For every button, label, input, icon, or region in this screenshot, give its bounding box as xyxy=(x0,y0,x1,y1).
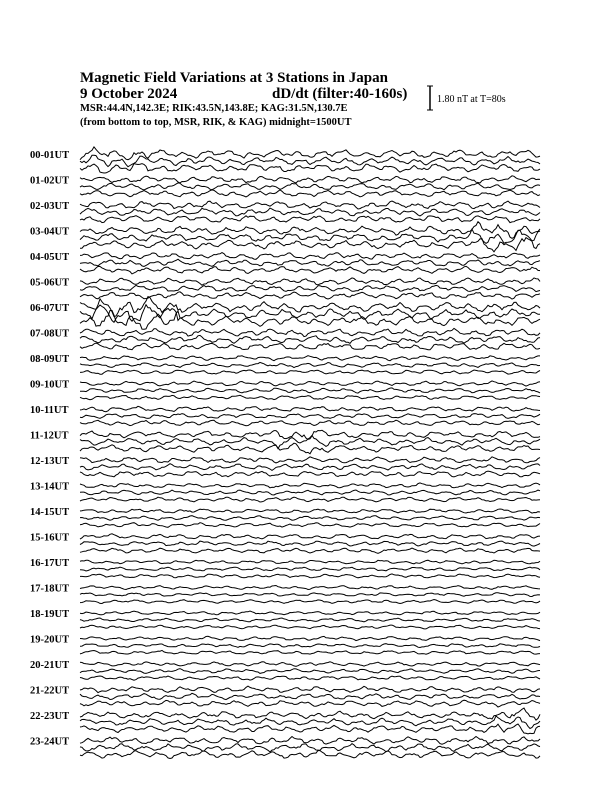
trace-rik xyxy=(80,435,540,448)
hour-label: 21-22UT xyxy=(30,685,70,697)
trace-msr xyxy=(80,523,540,528)
trace-msr xyxy=(80,395,540,399)
trace-kag xyxy=(80,381,540,386)
hour-label: 14-15UT xyxy=(30,507,70,518)
trace-kag xyxy=(80,611,540,615)
trace-kag xyxy=(80,737,540,745)
trace-msr xyxy=(80,343,540,350)
trace-msr xyxy=(80,190,540,197)
trace-rik xyxy=(80,490,540,495)
trace-rik xyxy=(80,567,540,571)
trace-kag xyxy=(80,406,540,411)
trace-rik xyxy=(80,335,540,343)
trace-msr xyxy=(80,311,540,330)
trace-rik xyxy=(80,229,540,243)
trace-rik xyxy=(80,259,540,266)
trace-msr xyxy=(80,751,540,759)
trace-kag xyxy=(80,708,540,720)
trace-rik xyxy=(80,618,540,622)
hour-label: 01-02UT xyxy=(30,175,70,187)
trace-msr xyxy=(80,497,540,502)
hour-label: 15-16UT xyxy=(30,532,70,544)
trace-msr xyxy=(80,676,540,680)
hour-label: 06-07UT xyxy=(30,303,70,314)
trace-rik xyxy=(80,464,540,471)
hour-label: 07-08UT xyxy=(30,328,70,340)
trace-rik xyxy=(80,669,540,674)
hour-label: 13-14UT xyxy=(30,481,70,493)
chart-mode: dD/dt (filter:40-160s) xyxy=(272,86,408,102)
trace-msr xyxy=(80,471,540,477)
trace-kag xyxy=(80,636,540,640)
trace-rik xyxy=(80,593,540,597)
trace-msr xyxy=(80,420,540,426)
trace-kag xyxy=(80,253,540,260)
trace-msr xyxy=(80,216,540,223)
hour-label: 18-19UT xyxy=(30,609,70,620)
hour-label: 05-06UT xyxy=(30,277,70,289)
trace-rik xyxy=(80,744,540,752)
hour-label: 20-21UT xyxy=(30,660,70,671)
hour-label: 23-24UT xyxy=(30,736,70,748)
hour-label: 08-09UT xyxy=(30,354,70,365)
trace-msr xyxy=(80,600,540,604)
trace-kag xyxy=(80,586,540,590)
trace-msr xyxy=(80,266,540,274)
trace-kag xyxy=(80,534,540,539)
hour-label: 00-01UT xyxy=(30,150,70,161)
trace-rik xyxy=(80,644,540,648)
trace-rik xyxy=(80,693,540,699)
trace-kag xyxy=(80,662,540,667)
station-coordinates: MSR:44.4N,142.3E; RIK:43.5N,143.8E; KAG:31.5N,130.7E xyxy=(80,103,348,114)
trace-kag xyxy=(80,457,540,463)
trace-msr xyxy=(80,724,540,734)
trace-rik xyxy=(80,183,540,190)
trace-kag xyxy=(80,686,540,693)
hour-label: 02-03UT xyxy=(30,201,70,212)
trace-msr xyxy=(80,548,540,553)
hour-label: 10-11UT xyxy=(30,405,69,416)
trace-kag xyxy=(80,509,540,513)
trace-kag xyxy=(80,328,540,336)
trace-msr xyxy=(80,625,540,629)
hour-label: 17-18UT xyxy=(30,583,70,595)
hour-label: 19-20UT xyxy=(30,634,70,646)
trace-kag xyxy=(80,356,540,361)
trace-kag xyxy=(80,278,540,285)
hour-label: 16-17UT xyxy=(30,558,70,569)
hour-label: 09-10UT xyxy=(30,379,70,391)
hour-label: 04-05UT xyxy=(30,252,70,263)
trace-kag xyxy=(80,297,540,317)
trace-rik xyxy=(80,362,540,367)
trace-msr xyxy=(80,443,540,454)
trace-rik xyxy=(80,305,540,323)
trace-kag xyxy=(80,222,540,239)
trace-kag xyxy=(80,201,540,209)
trace-msr xyxy=(80,370,540,374)
trace-kag xyxy=(80,176,540,183)
trace-msr xyxy=(80,700,540,707)
trace-rik xyxy=(80,541,540,546)
hour-label: 03-04UT xyxy=(30,226,70,238)
hour-label: 11-12UT xyxy=(30,430,69,442)
hour-label: 22-23UT xyxy=(30,711,70,722)
trace-kag xyxy=(80,147,540,160)
trace-msr xyxy=(80,650,540,654)
trace-rik xyxy=(80,208,540,216)
trace-kag xyxy=(80,483,540,488)
scale-label: 1.80 nT at T=80s xyxy=(437,94,506,105)
station-order-note: (from bottom to top, MSR, RIK, & KAG) midnight=1500UT xyxy=(80,117,352,128)
trace-rik xyxy=(80,388,540,393)
trace-rik xyxy=(80,414,540,419)
trace-msr xyxy=(80,238,540,252)
trace-kag xyxy=(80,560,540,564)
chart-title: Magnetic Field Variations at 3 Stations in Japan xyxy=(80,70,388,86)
trace-kag xyxy=(80,430,540,439)
trace-msr xyxy=(80,574,540,578)
trace-msr xyxy=(80,292,540,299)
trace-rik xyxy=(80,285,540,291)
hour-label: 12-13UT xyxy=(30,456,70,467)
chart-date: 9 October 2024 xyxy=(80,86,178,102)
trace-rik xyxy=(80,516,540,521)
